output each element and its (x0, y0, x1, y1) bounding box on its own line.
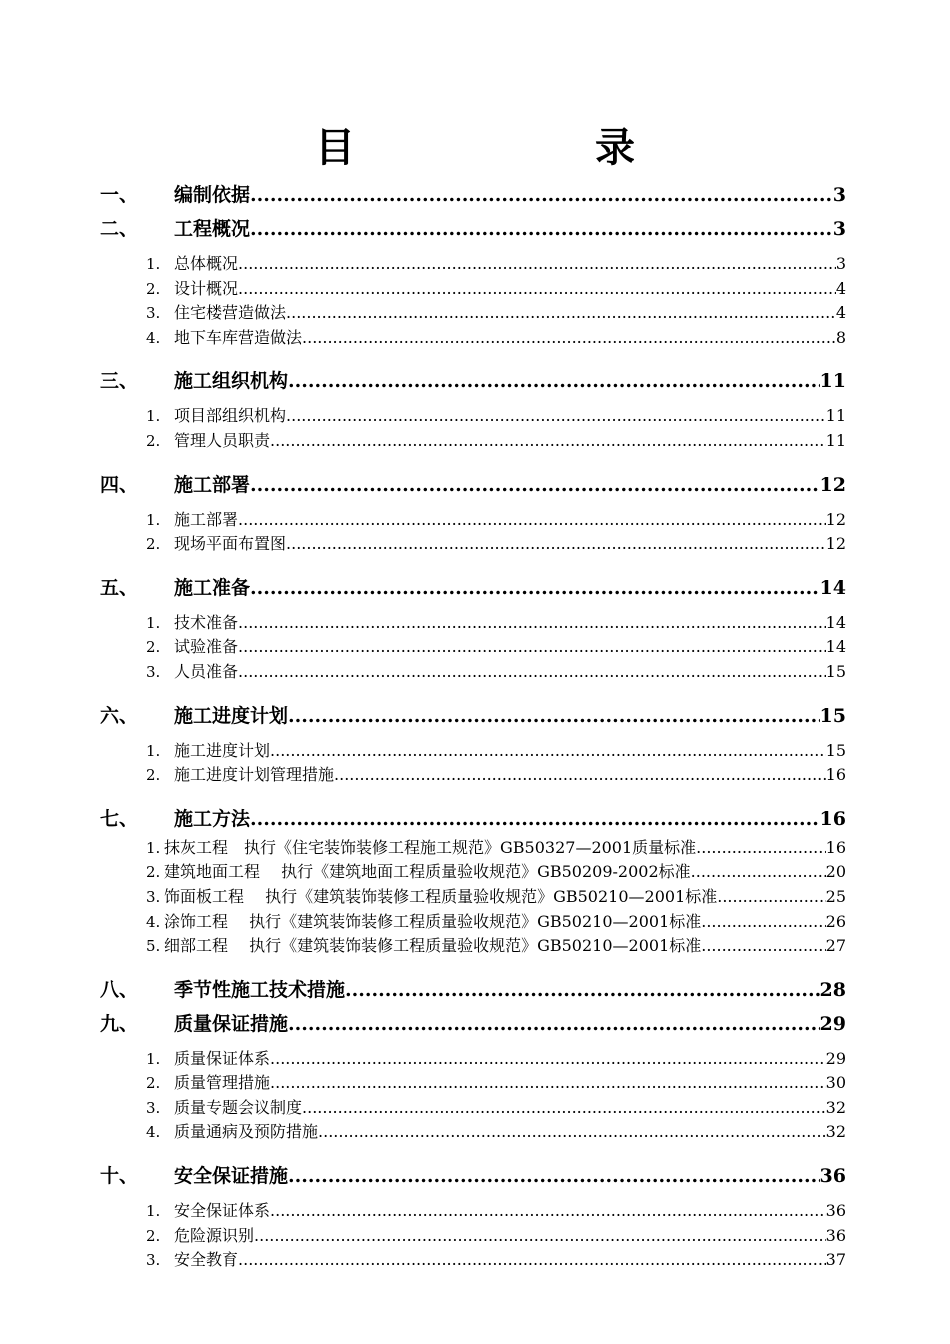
toc-subsection-entry[interactable] (100, 611, 846, 636)
toc-page-number: 16 (819, 807, 846, 830)
toc-section-number: 四、 (100, 473, 139, 496)
toc-subsection-number: 4. (146, 328, 161, 347)
toc-page-number: 12 (825, 509, 846, 529)
toc-subsection-number: 2. (146, 863, 161, 882)
toc-subsection-number: 1. (146, 1202, 161, 1221)
toc-subsection-title: 现场平面布置图 (174, 534, 287, 554)
toc-subsection-number: 1. (146, 407, 161, 426)
toc-subsection-entry[interactable] (100, 277, 846, 302)
toc-subsection-title: 管理人员职责 (174, 430, 271, 450)
toc-subsection-entry[interactable] (100, 508, 846, 533)
toc-leader-dots (250, 802, 820, 836)
toc-section-number: 十、 (100, 1165, 139, 1188)
toc-section-entry[interactable] (100, 973, 846, 1007)
toc-subsection-entry[interactable] (100, 739, 846, 764)
toc-leader-dots (250, 212, 833, 246)
toc-page-number: 32 (825, 1122, 846, 1142)
toc-page-number: 11 (825, 430, 846, 450)
toc-subsection-entry[interactable] (100, 1120, 846, 1145)
toc-subsection-title: 细部工程 执行《建筑装饰装修工程质量验收规范》GB50210—2001标准 (164, 936, 702, 956)
toc-leader-dots (270, 1047, 826, 1072)
toc-leader-dots (288, 1159, 820, 1193)
toc-section-entry[interactable] (100, 802, 846, 836)
toc-leader-dots (701, 910, 825, 935)
toc-section-title: 施工部署 (174, 473, 251, 496)
toc-leader-dots (318, 1120, 826, 1145)
toc-subsection-entry[interactable] (100, 404, 846, 429)
toc-section-number: 三、 (100, 370, 139, 393)
toc-leader-dots (701, 934, 825, 959)
toc-section-number: 八、 (100, 978, 139, 1001)
toc-leader-dots (691, 860, 826, 885)
toc-page-number: 8 (835, 327, 846, 347)
toc-leader-dots (254, 1224, 826, 1249)
toc-subsection-title: 质量通病及预防措施 (174, 1122, 319, 1142)
toc-subsection-number: 1. (146, 613, 161, 632)
toc-subsection-entry[interactable] (100, 934, 846, 959)
toc-subsection-title: 施工进度计划管理措施 (174, 765, 335, 785)
toc-subsection-entry[interactable] (100, 429, 846, 454)
toc-page-number: 14 (825, 637, 846, 657)
toc-section-number: 六、 (100, 704, 139, 727)
toc-subsection-entry[interactable] (100, 1071, 846, 1096)
toc-section-entry[interactable] (100, 212, 846, 246)
toc-subsection-entry[interactable] (100, 885, 846, 910)
toc-subsection-entry[interactable] (100, 532, 846, 557)
toc-page-number: 29 (819, 1012, 846, 1035)
toc-subsection-title: 涂饰工程 执行《建筑装饰装修工程质量验收规范》GB50210—2001标准 (164, 911, 702, 931)
toc-page-number: 15 (825, 661, 846, 681)
toc-section-title: 质量保证措施 (174, 1012, 289, 1035)
toc-leader-dots (286, 301, 836, 326)
toc-leader-dots (288, 699, 820, 733)
toc-subsection-number: 1. (146, 255, 161, 273)
toc-section-title: 施工组织机构 (174, 370, 289, 393)
toc-section-number: 一、 (100, 184, 139, 206)
toc-leader-dots (270, 429, 826, 454)
toc-subsection-entry[interactable] (100, 860, 846, 885)
toc-subsection-number: 1. (146, 741, 161, 760)
toc-subsection-title: 安全保证体系 (174, 1201, 271, 1221)
toc-leader-dots (302, 326, 836, 351)
toc-page-number: 28 (819, 978, 846, 1001)
toc-section-title: 编制依据 (174, 184, 251, 206)
toc-leader-dots (288, 364, 820, 398)
toc-subsection-entry[interactable] (100, 252, 846, 277)
toc-subsection-number: 1. (146, 1049, 161, 1068)
toc-page-number: 32 (825, 1097, 846, 1117)
toc-subsection-entry[interactable] (100, 1047, 846, 1072)
toc-subsection-number: 4. (146, 912, 161, 931)
toc-leader-dots (270, 1199, 826, 1224)
toc-subsection-number: 2. (146, 535, 161, 554)
toc-subsection-title: 质量专题会议制度 (174, 1097, 303, 1117)
toc-leader-dots (270, 1071, 826, 1096)
toc-section-title: 施工方法 (174, 807, 251, 830)
toc-subsection-number: 3. (146, 1098, 161, 1117)
toc-page-number: 36 (825, 1225, 846, 1245)
toc-section-number: 九、 (100, 1012, 139, 1035)
toc-subsection-number: 1. (146, 838, 161, 857)
toc-section-entry[interactable] (100, 1159, 846, 1193)
toc-leader-dots (286, 404, 826, 429)
toc-subsection-number: 2. (146, 766, 161, 785)
toc-section-number: 二、 (100, 218, 139, 240)
toc-subsection-entry[interactable] (100, 326, 846, 351)
toc-leader-dots (238, 252, 836, 277)
toc-page-number: 11 (819, 370, 846, 393)
toc-leader-dots (238, 1248, 826, 1273)
toc-subsection-entry[interactable] (100, 910, 846, 935)
toc-subsection-title: 建筑地面工程 执行《建筑地面工程质量验收规范》GB50209-2002标准 (164, 862, 691, 882)
toc-subsection-entry[interactable] (100, 635, 846, 660)
toc-page-number: 20 (825, 862, 846, 882)
toc-subsection-entry[interactable] (100, 660, 846, 685)
toc-section-number: 五、 (100, 576, 139, 599)
toc-leader-dots (250, 178, 833, 212)
toc-subsection-title: 总体概况 (174, 254, 239, 273)
toc-page-number: 15 (819, 704, 846, 727)
toc-page-number: 4 (835, 278, 846, 298)
toc-page-number: 36 (819, 1165, 846, 1188)
toc-page-number: 15 (825, 740, 846, 760)
toc-subsection-number: 2. (146, 1074, 161, 1093)
toc-subsection-number: 2. (146, 279, 161, 298)
toc-subsection-title: 施工部署 (174, 509, 239, 529)
toc-leader-dots (288, 1007, 820, 1041)
toc-leader-dots (238, 635, 826, 660)
toc-section-number: 七、 (100, 807, 139, 830)
toc-subsection-number: 4. (146, 1123, 161, 1142)
toc-section-title: 季节性施工技术措施 (174, 978, 346, 1001)
toc-subsection-title: 技术准备 (174, 612, 239, 632)
toc-subsection-title: 住宅楼营造做法 (174, 303, 287, 323)
toc-page-number: 14 (819, 576, 846, 599)
toc-leader-dots (334, 763, 826, 788)
toc-section-entry[interactable] (100, 571, 846, 605)
toc-subsection-number: 3. (146, 304, 161, 323)
toc-subsection-number: 2. (146, 431, 161, 450)
toc-section-title: 安全保证措施 (174, 1165, 289, 1188)
toc-section-title: 施工进度计划 (174, 704, 289, 727)
toc-page-number: 26 (825, 911, 846, 931)
toc-subsection-entry[interactable] (100, 836, 846, 861)
toc-page-number: 27 (825, 936, 846, 956)
toc-leader-dots (286, 532, 826, 557)
toc-subsection-number: 5. (146, 937, 161, 956)
toc-subsection-entry[interactable] (100, 1096, 846, 1121)
toc-section-entry[interactable] (100, 699, 846, 733)
toc-page-number: 12 (819, 473, 846, 496)
toc-subsection-title: 试验准备 (174, 637, 239, 657)
toc-section-entry[interactable] (100, 1007, 846, 1041)
toc-section-title: 工程概况 (174, 218, 251, 240)
toc-leader-dots (696, 836, 825, 861)
toc-leader-dots (717, 885, 825, 910)
toc-subsection-title: 危险源识别 (174, 1225, 255, 1245)
toc-page-number: 3 (832, 218, 846, 240)
toc-page-number: 16 (825, 765, 846, 785)
toc-subsection-title: 质量管理措施 (174, 1073, 271, 1093)
toc-leader-dots (238, 660, 826, 685)
toc-subsection-title: 安全教育 (174, 1250, 239, 1270)
toc-leader-dots (250, 571, 820, 605)
toc-page-number: 14 (825, 612, 846, 632)
toc-page-number: 3 (835, 254, 846, 273)
page-title: 目 录 (315, 124, 735, 171)
toc-subsection-number: 3. (146, 887, 161, 906)
toc-subsection-title: 施工进度计划 (174, 740, 271, 760)
toc-subsection-entry[interactable] (100, 1248, 846, 1273)
toc-subsection-entry[interactable] (100, 1199, 846, 1224)
toc-page-number: 4 (835, 303, 846, 323)
toc-page-number: 37 (825, 1250, 846, 1270)
toc-subsection-title: 饰面板工程 执行《建筑装饰装修工程质量验收规范》GB50210—2001标准 (164, 886, 718, 906)
toc-subsection-entry[interactable] (100, 301, 846, 326)
toc-page-number: 25 (825, 886, 846, 906)
toc-section-entry[interactable] (100, 468, 846, 502)
toc-page-number: 11 (825, 406, 846, 426)
toc-subsection-entry[interactable] (100, 763, 846, 788)
toc-page-number: 30 (825, 1073, 846, 1093)
toc-subsection-number: 3. (146, 662, 161, 681)
toc-subsection-title: 质量保证体系 (174, 1048, 271, 1068)
toc-subsection-title: 地下车库营造做法 (174, 327, 303, 347)
toc-page-number: 16 (825, 837, 846, 857)
toc-subsection-title: 人员准备 (174, 661, 239, 681)
toc-section-title: 施工准备 (174, 576, 251, 599)
toc-subsection-title: 设计概况 (174, 278, 239, 298)
toc-leader-dots (270, 739, 826, 764)
toc-leader-dots (238, 508, 826, 533)
toc-leader-dots (250, 468, 820, 502)
toc-leader-dots (302, 1096, 826, 1121)
toc-leader-dots (238, 277, 836, 302)
toc-page-number: 29 (825, 1048, 846, 1068)
table-of-contents (100, 178, 846, 1273)
toc-section-entry[interactable] (100, 364, 846, 398)
toc-subsection-title: 抹灰工程 执行《住宅装饰装修工程施工规范》GB50327—2001质量标准 (164, 837, 697, 857)
toc-subsection-title: 项目部组织机构 (174, 406, 287, 426)
toc-page-number: 3 (832, 184, 846, 206)
toc-subsection-number: 1. (146, 510, 161, 529)
toc-subsection-entry[interactable] (100, 1224, 846, 1249)
toc-subsection-number: 2. (146, 1226, 161, 1245)
toc-page-number: 12 (825, 534, 846, 554)
toc-page-number: 36 (825, 1201, 846, 1221)
toc-subsection-number: 3. (146, 1251, 161, 1270)
toc-leader-dots (238, 611, 826, 636)
toc-subsection-number: 2. (146, 638, 161, 657)
toc-section-entry[interactable] (100, 178, 846, 212)
toc-leader-dots (345, 973, 820, 1007)
